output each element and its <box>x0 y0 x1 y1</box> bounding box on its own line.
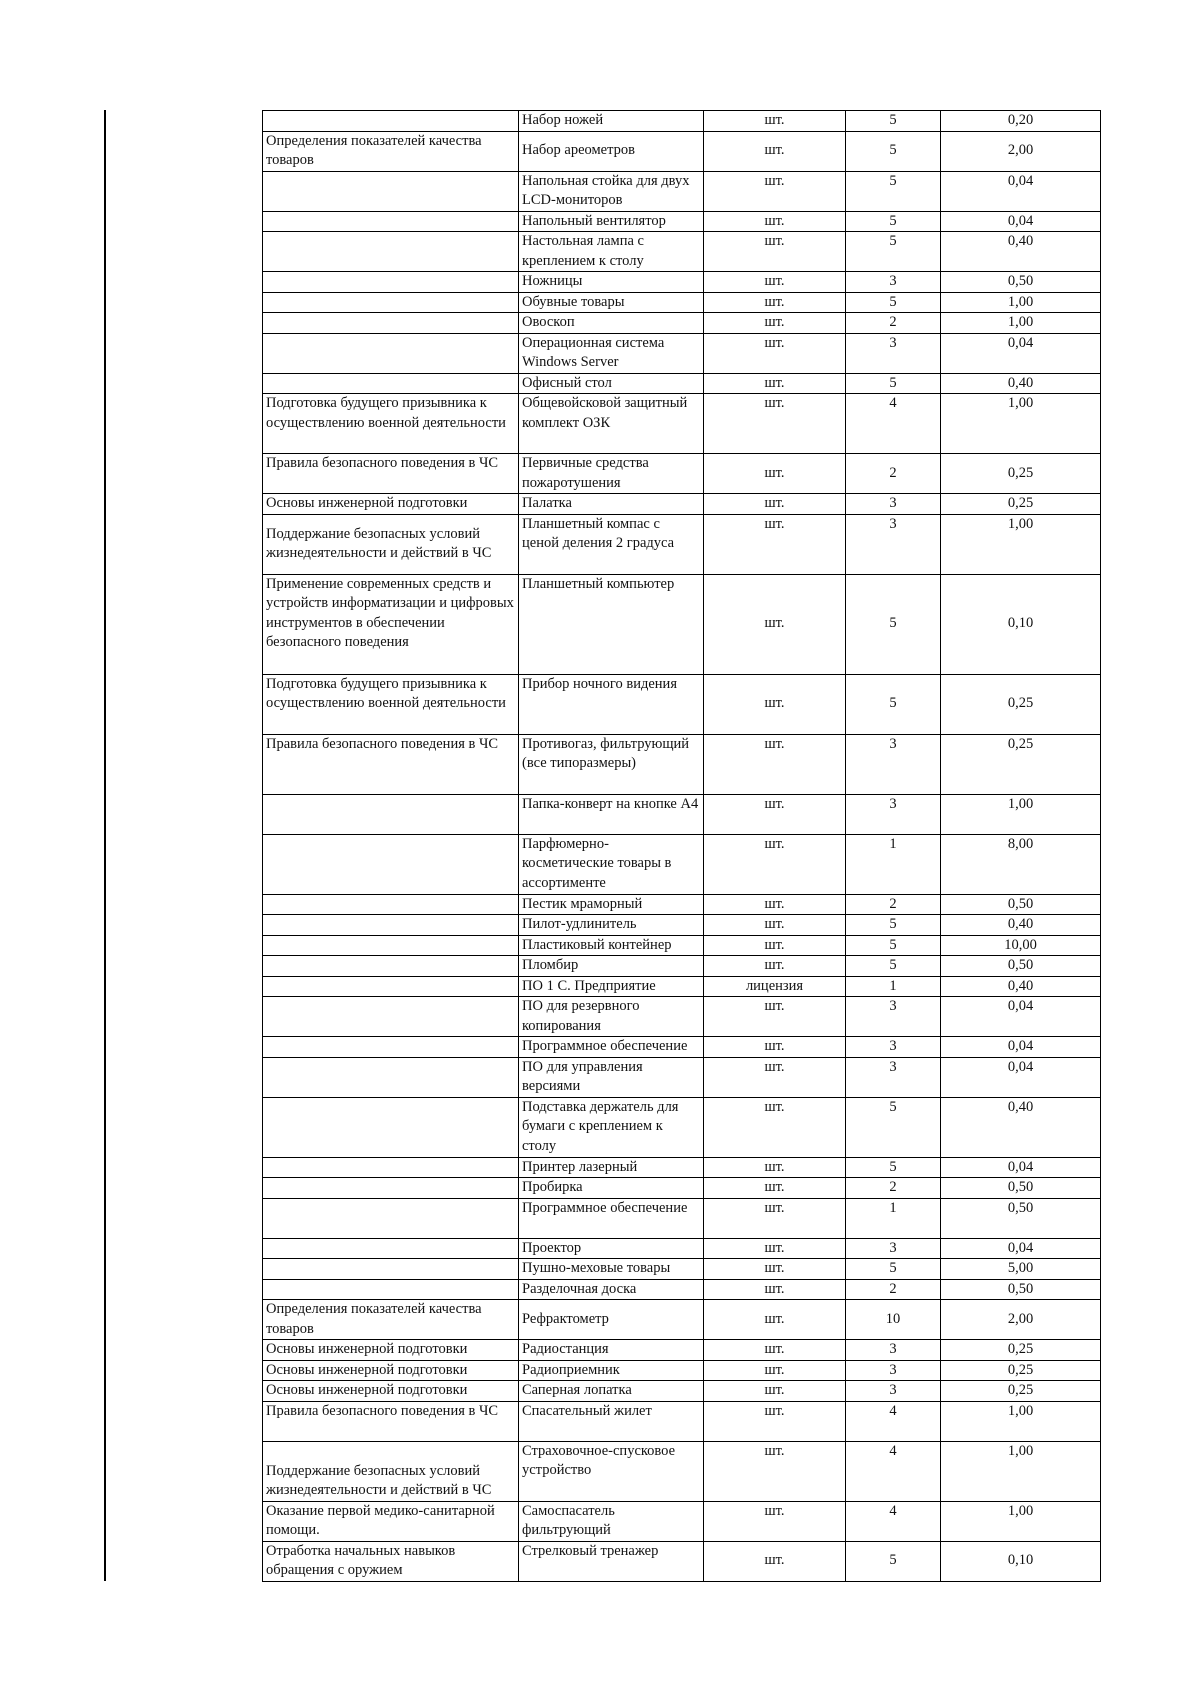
unit-cell: шт. <box>704 1340 846 1361</box>
quantity-cell: 5 <box>846 1157 941 1178</box>
item-name-cell: Пестик мраморный <box>519 894 704 915</box>
section-cell: Определения показателей качества товаров <box>263 1300 519 1340</box>
table-row <box>263 1198 1101 1238</box>
item-name-cell: Планшетный компьютер <box>519 574 704 674</box>
value-cell: 0,04 <box>941 1057 1101 1097</box>
section-cell: Правила безопасного поведения в ЧС <box>263 1401 519 1441</box>
item-name-cell: ПО для управления версиями <box>519 1057 704 1097</box>
value-cell: 8,00 <box>941 834 1101 894</box>
section-cell: Основы инженерной подготовки <box>263 1381 519 1402</box>
item-name-cell: Проектор <box>519 1238 704 1259</box>
section-cell: Правила безопасного поведения в ЧС <box>263 454 519 494</box>
section-cell <box>263 292 519 313</box>
value-cell: 0,40 <box>941 915 1101 936</box>
item-name-cell: Противогаз, фильтрующий (все типоразмеры) <box>519 734 704 794</box>
item-name-cell: Палатка <box>519 494 704 515</box>
quantity-cell: 3 <box>846 333 941 373</box>
quantity-cell: 1 <box>846 834 941 894</box>
value-cell: 0,04 <box>941 171 1101 211</box>
value-cell: 0,40 <box>941 373 1101 394</box>
unit-cell: шт. <box>704 1259 846 1280</box>
unit-cell: шт. <box>704 1097 846 1157</box>
unit-cell: шт. <box>704 211 846 232</box>
item-name-cell: ПО 1 С. Предприятие <box>519 976 704 997</box>
section-cell <box>263 111 519 132</box>
quantity-cell: 4 <box>846 394 941 454</box>
section-cell <box>263 834 519 894</box>
unit-cell: шт. <box>704 171 846 211</box>
quantity-cell: 5 <box>846 956 941 977</box>
unit-cell: шт. <box>704 1157 846 1178</box>
table-row <box>263 1259 1101 1280</box>
table-row <box>263 674 1101 734</box>
section-cell <box>263 171 519 211</box>
table-row <box>263 394 1101 454</box>
table-row <box>263 1360 1101 1381</box>
quantity-cell: 5 <box>846 1097 941 1157</box>
unit-cell: шт. <box>704 734 846 794</box>
left-margin-rule <box>104 110 106 1581</box>
table-row <box>263 494 1101 515</box>
value-cell: 0,04 <box>941 1037 1101 1058</box>
quantity-cell: 5 <box>846 131 941 171</box>
equipment-table <box>262 110 1101 1582</box>
quantity-cell: 3 <box>846 494 941 515</box>
section-cell <box>263 794 519 834</box>
item-name-cell: Общевойсковой защитный комплект ОЗК <box>519 394 704 454</box>
quantity-cell: 4 <box>846 1401 941 1441</box>
section-cell <box>263 333 519 373</box>
section-cell: Основы инженерной подготовки <box>263 1340 519 1361</box>
section-cell <box>263 1037 519 1058</box>
item-name-cell: Ножницы <box>519 272 704 293</box>
value-cell: 0,40 <box>941 976 1101 997</box>
table-row <box>263 272 1101 293</box>
value-cell: 0,25 <box>941 494 1101 515</box>
item-name-cell: Пломбир <box>519 956 704 977</box>
unit-cell: шт. <box>704 674 846 734</box>
value-cell: 0,25 <box>941 1381 1101 1402</box>
unit-cell: шт. <box>704 956 846 977</box>
unit-cell: шт. <box>704 1057 846 1097</box>
section-cell <box>263 894 519 915</box>
table-row <box>263 211 1101 232</box>
quantity-cell: 5 <box>846 1541 941 1581</box>
value-cell: 0,04 <box>941 1238 1101 1259</box>
unit-cell: шт. <box>704 454 846 494</box>
table-row <box>263 894 1101 915</box>
unit-cell: шт. <box>704 794 846 834</box>
table-row <box>263 171 1101 211</box>
unit-cell: шт. <box>704 131 846 171</box>
value-cell: 0,04 <box>941 1157 1101 1178</box>
section-cell: Поддержание безопасных условий жизнедеятельности и действий в ЧС <box>263 1441 519 1501</box>
table-row <box>263 1097 1101 1157</box>
item-name-cell: Настольная лампа с креплением к столу <box>519 232 704 272</box>
unit-cell: шт. <box>704 394 846 454</box>
quantity-cell: 5 <box>846 111 941 132</box>
value-cell: 0,50 <box>941 1178 1101 1199</box>
value-cell: 0,25 <box>941 1360 1101 1381</box>
unit-cell: шт. <box>704 494 846 515</box>
quantity-cell: 3 <box>846 1037 941 1058</box>
unit-cell: шт. <box>704 1238 846 1259</box>
table-row <box>263 1501 1101 1541</box>
item-name-cell: Рефрактометр <box>519 1300 704 1340</box>
table-row <box>263 454 1101 494</box>
item-name-cell: Первичные средства пожаротушения <box>519 454 704 494</box>
unit-cell: шт. <box>704 1279 846 1300</box>
quantity-cell: 3 <box>846 1381 941 1402</box>
unit-cell: шт. <box>704 834 846 894</box>
section-cell <box>263 997 519 1037</box>
unit-cell: шт. <box>704 232 846 272</box>
item-name-cell: Разделочная доска <box>519 1279 704 1300</box>
table-row <box>263 834 1101 894</box>
section-cell <box>263 956 519 977</box>
value-cell: 0,10 <box>941 574 1101 674</box>
unit-cell: шт. <box>704 574 846 674</box>
item-name-cell: Напольный вентилятор <box>519 211 704 232</box>
quantity-cell: 3 <box>846 734 941 794</box>
item-name-cell: Стрелковый тренажер <box>519 1541 704 1581</box>
unit-cell: шт. <box>704 313 846 334</box>
value-cell: 1,00 <box>941 794 1101 834</box>
quantity-cell: 5 <box>846 232 941 272</box>
table-row <box>263 935 1101 956</box>
value-cell: 0,04 <box>941 997 1101 1037</box>
value-cell: 2,00 <box>941 1300 1101 1340</box>
value-cell: 1,00 <box>941 1441 1101 1501</box>
value-cell: 0,25 <box>941 734 1101 794</box>
item-name-cell: Напольная стойка для двух LCD-мониторов <box>519 171 704 211</box>
unit-cell: лицензия <box>704 976 846 997</box>
table-row <box>263 313 1101 334</box>
table-row <box>263 1279 1101 1300</box>
quantity-cell: 1 <box>846 1198 941 1238</box>
section-cell <box>263 313 519 334</box>
value-cell: 10,00 <box>941 935 1101 956</box>
section-cell <box>263 211 519 232</box>
value-cell: 0,50 <box>941 272 1101 293</box>
quantity-cell: 3 <box>846 997 941 1037</box>
quantity-cell: 5 <box>846 1259 941 1280</box>
item-name-cell: Пластиковый контейнер <box>519 935 704 956</box>
table-row <box>263 915 1101 936</box>
item-name-cell: Пилот-удлинитель <box>519 915 704 936</box>
value-cell: 0,40 <box>941 232 1101 272</box>
section-cell: Оказание первой медико-санитарной помощи. <box>263 1501 519 1541</box>
value-cell: 0,50 <box>941 956 1101 977</box>
quantity-cell: 3 <box>846 1238 941 1259</box>
quantity-cell: 5 <box>846 915 941 936</box>
unit-cell: шт. <box>704 935 846 956</box>
unit-cell: шт. <box>704 1037 846 1058</box>
item-name-cell: Прибор ночного видения <box>519 674 704 734</box>
value-cell: 0,04 <box>941 211 1101 232</box>
section-cell: Подготовка будущего призывника к осуществлению военной деятельности <box>263 394 519 454</box>
quantity-cell: 2 <box>846 1178 941 1199</box>
quantity-cell: 1 <box>846 976 941 997</box>
table-row <box>263 1238 1101 1259</box>
unit-cell: шт. <box>704 1178 846 1199</box>
unit-cell: шт. <box>704 894 846 915</box>
item-name-cell: Подставка держатель для бумаги с креплением к столу <box>519 1097 704 1157</box>
section-cell <box>263 272 519 293</box>
section-cell <box>263 373 519 394</box>
item-name-cell: Набор ареометров <box>519 131 704 171</box>
value-cell: 0,50 <box>941 1279 1101 1300</box>
value-cell: 1,00 <box>941 514 1101 574</box>
value-cell: 0,25 <box>941 1340 1101 1361</box>
table-row <box>263 956 1101 977</box>
item-name-cell: Радиостанция <box>519 1340 704 1361</box>
table-row <box>263 734 1101 794</box>
item-name-cell: Самоспасатель фильтрующий <box>519 1501 704 1541</box>
quantity-cell: 5 <box>846 373 941 394</box>
value-cell: 2,00 <box>941 131 1101 171</box>
table-row <box>263 1381 1101 1402</box>
section-cell <box>263 1198 519 1238</box>
section-cell <box>263 1279 519 1300</box>
quantity-cell: 3 <box>846 1360 941 1381</box>
value-cell: 0,25 <box>941 454 1101 494</box>
value-cell: 1,00 <box>941 1501 1101 1541</box>
quantity-cell: 3 <box>846 272 941 293</box>
section-cell: Подготовка будущего призывника к осуществлению военной деятельности <box>263 674 519 734</box>
item-name-cell: Радиоприемник <box>519 1360 704 1381</box>
table-row <box>263 794 1101 834</box>
item-name-cell: Планшетный компас с ценой деления 2 градуса <box>519 514 704 574</box>
value-cell: 0,20 <box>941 111 1101 132</box>
unit-cell: шт. <box>704 1300 846 1340</box>
item-name-cell: Офисный стол <box>519 373 704 394</box>
section-cell <box>263 1259 519 1280</box>
section-cell <box>263 1157 519 1178</box>
quantity-cell: 5 <box>846 574 941 674</box>
section-cell: Поддержание безопасных условий жизнедеятельности и действий в ЧС <box>263 514 519 574</box>
table-row <box>263 1057 1101 1097</box>
item-name-cell: Программное обеспечение <box>519 1198 704 1238</box>
table-row <box>263 131 1101 171</box>
table-row <box>263 373 1101 394</box>
quantity-cell: 3 <box>846 794 941 834</box>
quantity-cell: 10 <box>846 1300 941 1340</box>
item-name-cell: Операционная система Windows Server <box>519 333 704 373</box>
quantity-cell: 4 <box>846 1441 941 1501</box>
unit-cell: шт. <box>704 1198 846 1238</box>
quantity-cell: 4 <box>846 1501 941 1541</box>
table-row <box>263 514 1101 574</box>
item-name-cell: Пробирка <box>519 1178 704 1199</box>
table-row <box>263 1157 1101 1178</box>
unit-cell: шт. <box>704 373 846 394</box>
unit-cell: шт. <box>704 1381 846 1402</box>
quantity-cell: 3 <box>846 1340 941 1361</box>
unit-cell: шт. <box>704 1541 846 1581</box>
quantity-cell: 5 <box>846 935 941 956</box>
quantity-cell: 2 <box>846 894 941 915</box>
value-cell: 0,50 <box>941 894 1101 915</box>
table-row <box>263 574 1101 674</box>
table-row <box>263 1037 1101 1058</box>
unit-cell: шт. <box>704 1501 846 1541</box>
item-name-cell: Папка-конверт на кнопке А4 <box>519 794 704 834</box>
quantity-cell: 3 <box>846 1057 941 1097</box>
item-name-cell: ПО для резервного копирования <box>519 997 704 1037</box>
unit-cell: шт. <box>704 915 846 936</box>
item-name-cell: Набор ножей <box>519 111 704 132</box>
table-row <box>263 333 1101 373</box>
section-cell: Определения показателей качества товаров <box>263 131 519 171</box>
quantity-cell: 5 <box>846 171 941 211</box>
section-cell <box>263 1178 519 1199</box>
item-name-cell: Парфюмерно-косметические товары в ассортименте <box>519 834 704 894</box>
section-cell <box>263 976 519 997</box>
quantity-cell: 5 <box>846 674 941 734</box>
quantity-cell: 3 <box>846 514 941 574</box>
quantity-cell: 2 <box>846 313 941 334</box>
unit-cell: шт. <box>704 1360 846 1381</box>
value-cell: 5,00 <box>941 1259 1101 1280</box>
table-row <box>263 976 1101 997</box>
unit-cell: шт. <box>704 111 846 132</box>
section-cell: Отработка начальных навыков обращения с оружием <box>263 1541 519 1581</box>
section-cell <box>263 915 519 936</box>
value-cell: 1,00 <box>941 292 1101 313</box>
value-cell: 0,04 <box>941 333 1101 373</box>
unit-cell: шт. <box>704 292 846 313</box>
item-name-cell: Программное обеспечение <box>519 1037 704 1058</box>
unit-cell: шт. <box>704 272 846 293</box>
table-body <box>263 111 1101 1582</box>
table-row <box>263 997 1101 1037</box>
table-row <box>263 1178 1101 1199</box>
value-cell: 1,00 <box>941 313 1101 334</box>
section-cell: Правила безопасного поведения в ЧС <box>263 734 519 794</box>
table-row <box>263 1300 1101 1340</box>
section-cell: Основы инженерной подготовки <box>263 1360 519 1381</box>
value-cell: 0,25 <box>941 674 1101 734</box>
section-cell <box>263 1057 519 1097</box>
unit-cell: шт. <box>704 333 846 373</box>
table-row <box>263 232 1101 272</box>
item-name-cell: Пушно-меховые товары <box>519 1259 704 1280</box>
unit-cell: шт. <box>704 997 846 1037</box>
unit-cell: шт. <box>704 1441 846 1501</box>
quantity-cell: 2 <box>846 454 941 494</box>
quantity-cell: 2 <box>846 1279 941 1300</box>
item-name-cell: Обувные товары <box>519 292 704 313</box>
value-cell: 1,00 <box>941 394 1101 454</box>
section-cell <box>263 935 519 956</box>
section-cell: Основы инженерной подготовки <box>263 494 519 515</box>
item-name-cell: Принтер лазерный <box>519 1157 704 1178</box>
value-cell: 0,40 <box>941 1097 1101 1157</box>
section-cell: Применение современных средств и устройств информатизации и цифровых инструментов в обеспечении безопасного поведения <box>263 574 519 674</box>
section-cell <box>263 1238 519 1259</box>
section-cell <box>263 232 519 272</box>
quantity-cell: 5 <box>846 211 941 232</box>
table-row <box>263 1401 1101 1441</box>
item-name-cell: Овоскоп <box>519 313 704 334</box>
item-name-cell: Саперная лопатка <box>519 1381 704 1402</box>
unit-cell: шт. <box>704 514 846 574</box>
table-row <box>263 111 1101 132</box>
table-row <box>263 1441 1101 1501</box>
value-cell: 0,10 <box>941 1541 1101 1581</box>
table-row <box>263 1541 1101 1581</box>
table-row <box>263 1340 1101 1361</box>
item-name-cell: Спасательный жилет <box>519 1401 704 1441</box>
item-name-cell: Страховочное-спусковое устройство <box>519 1441 704 1501</box>
table-row <box>263 292 1101 313</box>
unit-cell: шт. <box>704 1401 846 1441</box>
quantity-cell: 5 <box>846 292 941 313</box>
section-cell <box>263 1097 519 1157</box>
value-cell: 0,50 <box>941 1198 1101 1238</box>
value-cell: 1,00 <box>941 1401 1101 1441</box>
